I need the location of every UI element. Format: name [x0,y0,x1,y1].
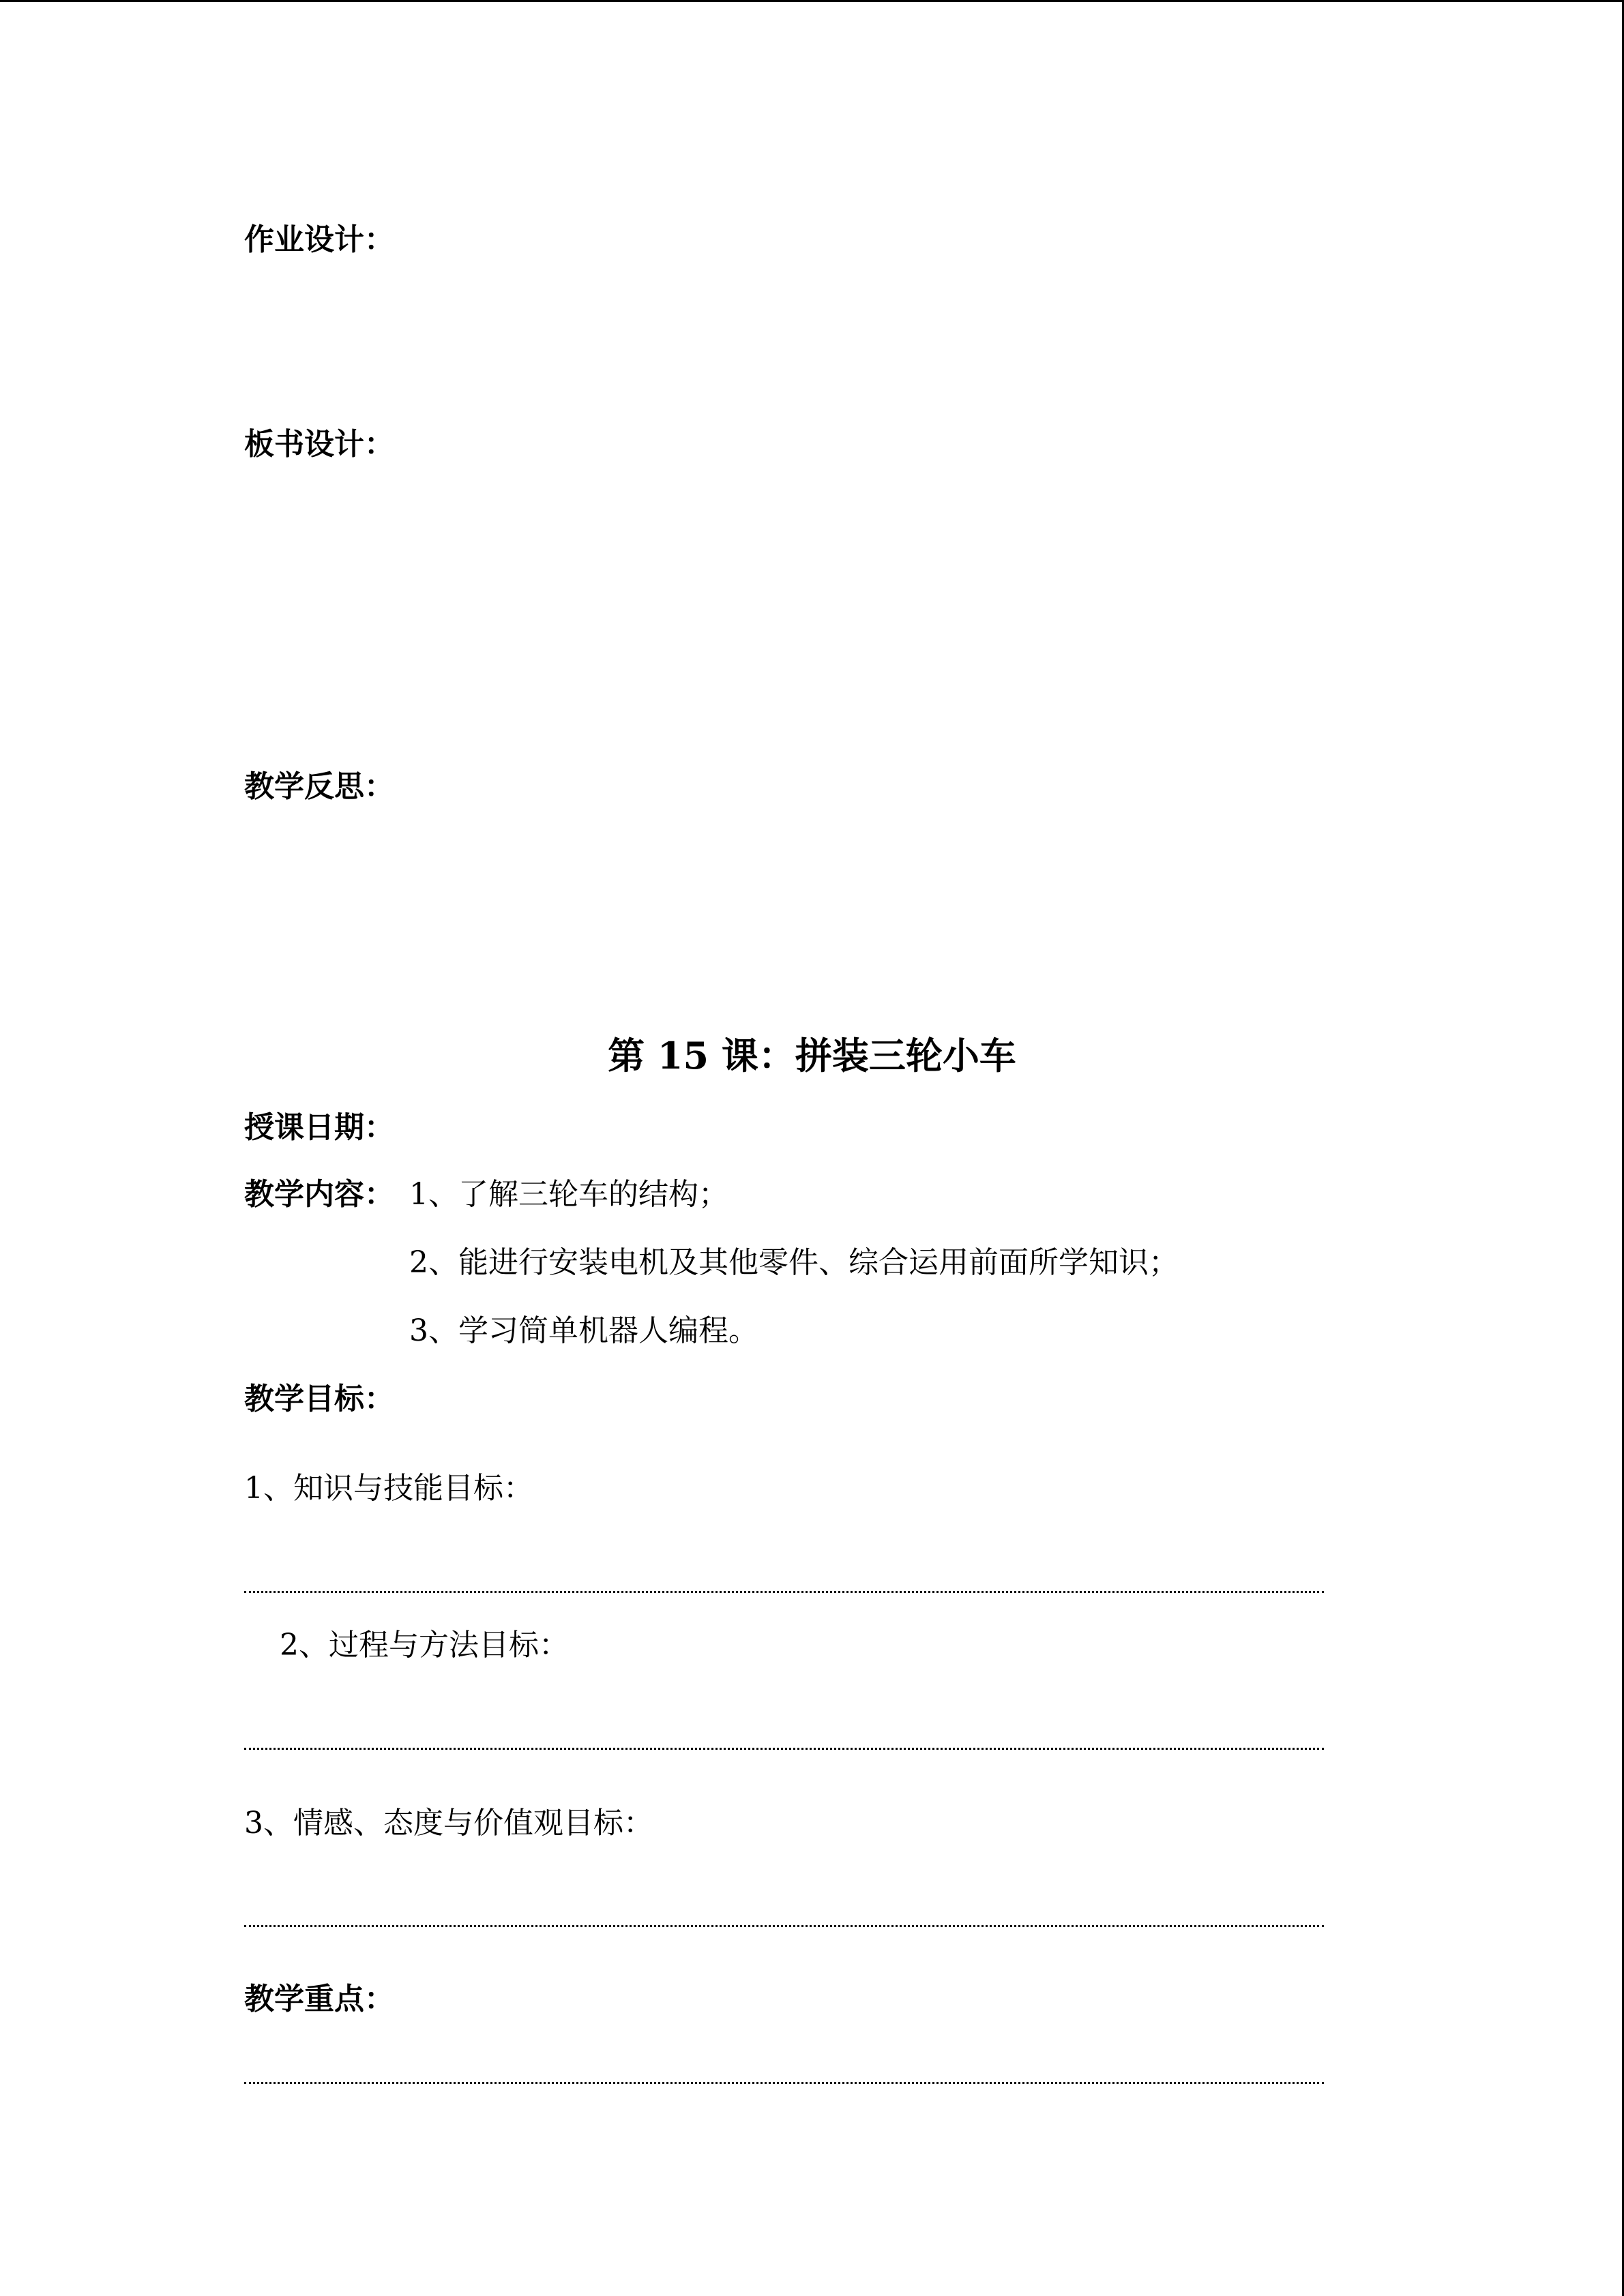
key-points-label: 教学重点： [244,1982,394,2016]
teaching-reflection-heading: 教学反思： [244,769,394,804]
homework-design-heading: 作业设计： [244,222,394,257]
objective-process-method: 2、过程与方法目标： [280,1628,569,1663]
content-item-2: 2、能进行安装电机及其他零件、综合运用前面所学知识； [409,1245,1179,1280]
blackboard-design-heading: 板书设计： [244,427,394,462]
objective-emotion-values: 3、情感、态度与价值观目标： [244,1806,653,1840]
teaching-objectives-label: 教学目标： [244,1382,394,1416]
answer-line-2 [244,1748,1324,1750]
answer-line-1 [244,1591,1324,1593]
content-item-3: 3、学习简单机器人编程。 [409,1313,758,1348]
answer-line-3 [244,1925,1324,1927]
answer-line-4 [244,2082,1324,2084]
content-item-1: 1、了解三轮车的结构； [409,1177,728,1212]
lesson-title: 第 15 课：拼装三轮小车 [608,1034,1016,1077]
objective-knowledge-skills: 1、知识与技能目标： [244,1471,533,1506]
teaching-date-label: 授课日期： [244,1110,394,1145]
teaching-content-label: 教学内容： [244,1177,394,1212]
page-border-top [0,0,1624,2]
